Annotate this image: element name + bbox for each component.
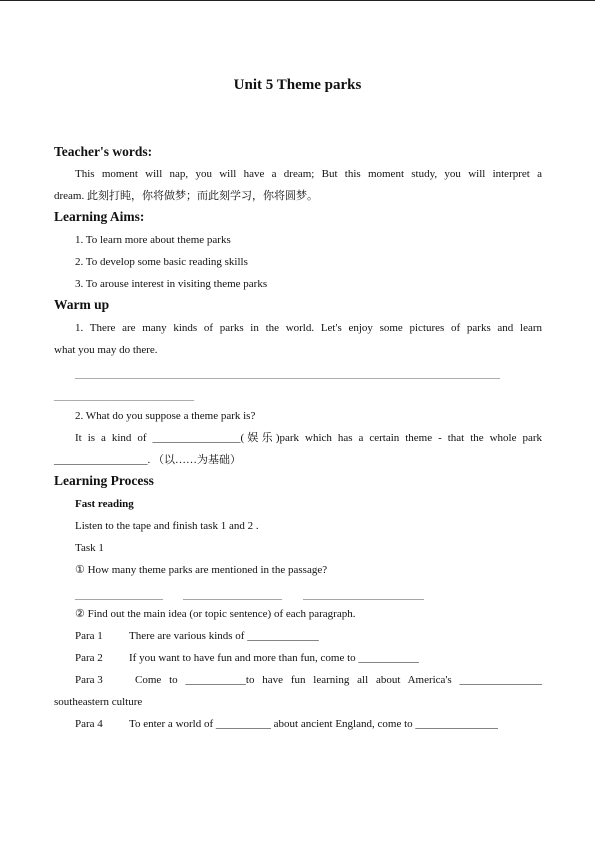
para-3-text: Come to ___________to have fun learning all about America's _______________ [135, 674, 542, 686]
para-2-label: Para 2 [75, 652, 103, 664]
task-1-question-1: ① How many theme parks are mentioned in the passage? [75, 564, 328, 576]
warm-up-heading: Warm up [54, 297, 110, 312]
learning-aim-item: 3. To arouse interest in visiting theme parks [75, 278, 268, 290]
para-2-text: If you want to have fun and more than fun, come to ___________ [129, 652, 419, 664]
fast-reading-subheading: Fast reading [75, 498, 134, 510]
para-1-text: There are various kinds of _____________ [129, 630, 319, 642]
listening-instruction: Listen to the tape and finish task 1 and 2 . [75, 520, 259, 532]
para-1-label: Para 1 [75, 630, 103, 642]
para-4-text: To enter a world of __________ about ancient England, come to _______________ [129, 718, 498, 730]
warm-up-q2-line-2: _________________. （以……为基础） [54, 454, 241, 466]
learning-aims-heading: Learning Aims: [54, 209, 145, 224]
task-1-label: Task 1 [75, 542, 104, 554]
teachers-words-line-1: This moment will nap, you will have a dream; But this moment study, you will interpret a [75, 168, 542, 180]
answer-blank-2: __________________ [183, 589, 282, 601]
warm-up-q1-line-1: 1. There are many kinds of parks in the world. Let's enjoy some pictures of parks and learn [75, 322, 542, 334]
teachers-words-line-2: dream. 此刻打盹，你将做梦；而此刻学习，你将圆梦。 [54, 190, 318, 202]
para-3-line-2: southeastern culture [54, 696, 143, 708]
teachers-words-heading: Teacher's words: [54, 144, 153, 159]
warm-up-q1-line-2: what you may do there. [54, 344, 158, 356]
learning-process-heading: Learning Process [54, 473, 154, 488]
answer-blank-3: ______________________ [303, 589, 424, 601]
task-1-question-2: ② Find out the main idea (or topic sentence) of each paragraph. [75, 608, 356, 620]
answer-blank-1: ________________ [75, 589, 163, 601]
warm-up-q2: 2. What do you suppose a theme park is? [75, 410, 256, 422]
learning-aim-item: 2. To develop some basic reading skills [75, 256, 248, 268]
page-title: Unit 5 Theme parks [233, 77, 362, 93]
answer-blank-short: ____________________________ [54, 391, 194, 402]
para-3-label: Para 3 [75, 674, 103, 686]
answer-blank-long: _____________________________________________________________________________________ [75, 369, 500, 380]
para-4-label: Para 4 [75, 718, 103, 730]
page-top-border [0, 0, 595, 1]
warm-up-q2-line-1: It is a kind of ________________(娱乐)park which has a certain theme - that the whole park [75, 432, 542, 444]
learning-aim-item: 1. To learn more about theme parks [75, 234, 231, 246]
